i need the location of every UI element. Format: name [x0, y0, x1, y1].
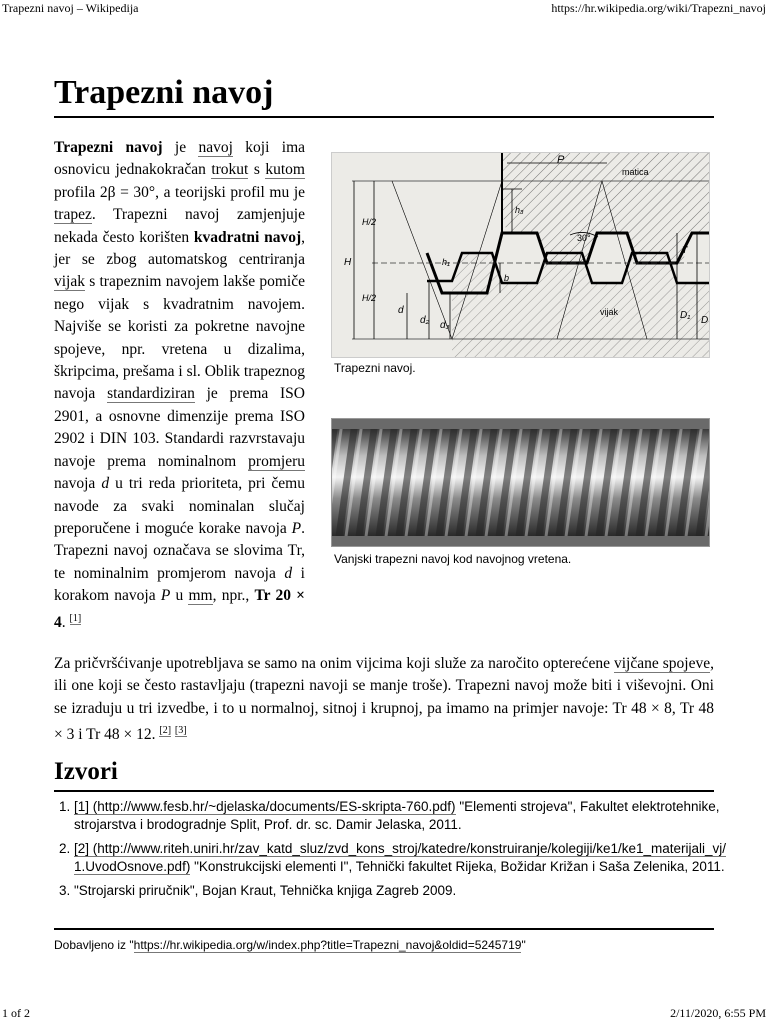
link-vijcane-spojeve[interactable]: vijčane spojeve: [614, 655, 711, 672]
label-h3: h₃: [515, 205, 524, 215]
reference-item: 1. [1] (http://www.fesb.hr/~djelaska/documents/ES-skripta-760.pdf) "Elementi strojeva", Fakultet elektrotehnike, strojarstva i brodogradnje Split, Prof. dr. sc. Damir Jelaska, 2011.: [74, 798, 734, 834]
figure2-caption: Vanjski trapezni navoj kod navojnog vretena.: [334, 552, 572, 566]
label-matica: matica: [622, 167, 649, 177]
label-H-half-bottom: H/2: [362, 293, 377, 303]
screw-photo-svg: [332, 419, 709, 546]
label-d: d: [398, 305, 404, 316]
print-datetime: 2/11/2020, 6:55 PM: [670, 1006, 766, 1020]
sources-heading: Izvori: [54, 758, 714, 792]
label-T: T: [682, 245, 688, 255]
figure1-caption: Trapezni navoj.: [334, 361, 416, 375]
thread-diagram-svg: [332, 153, 709, 357]
link-trokut[interactable]: trokut: [211, 161, 249, 179]
link-mm[interactable]: mm: [188, 587, 213, 605]
link-kutom[interactable]: kutom: [265, 161, 305, 179]
lead-bold-term: Trapezni navoj: [54, 139, 163, 156]
label-D1: D₁: [680, 310, 691, 321]
ref-link-3[interactable]: [3]: [174, 725, 187, 737]
retrieved-from: Dobavljeno iz "https://hr.wikipedia.org/w/index.php?title=Trapezni_navoj&oldid=5245719": [54, 938, 526, 952]
trapezoid-thread-diagram: [331, 152, 710, 358]
ref-link-1[interactable]: [1]: [69, 612, 82, 624]
page-title: Trapezni navoj: [54, 74, 714, 118]
bold-tr-example: Tr 20 × 4: [54, 587, 306, 631]
link-trapez[interactable]: trapez: [54, 206, 92, 224]
label-H: H: [344, 257, 352, 268]
link-promjeru[interactable]: promjeru: [248, 452, 305, 470]
label-d3: d₃: [440, 320, 450, 331]
ref-link-2[interactable]: [2]: [159, 725, 172, 737]
body-paragraph: Za pričvršćivanje upotrebljava se samo na onim vijcima koji služe za naročito opterećene vijčane spojeve, ili one koji se često rastavljaju (trapezni navoji se manje troše). Trapezni navoj može biti i viševojni. Oni se izraduju u tri izvedbe, i to u normalnoj, sitnoj i krupnoj, pa imamo na primjer navoje: Tr 48 × 8, Tr 48 × 3 i Tr 48 × 12. [2] [3]: [54, 655, 714, 744]
link-navoj[interactable]: navoj: [198, 139, 233, 156]
label-angle: 30°: [577, 233, 591, 243]
reference-link-1[interactable]: [1] (http://www.fesb.hr/~djelaska/documents/ES-skripta-760.pdf): [74, 799, 456, 814]
reference-item: 2. [2] (http://www.riteh.uniri.hr/zav_katd_sluz/zvd_kons_stroj/katedre/konstruiranje/kolegiji/ke1/ke1_materijali_vj/1.UvodOsnove.pdf) "Konstrukcijski elementi I", Tehnički fakultet Rijeka, Božidar Križan i Saša Zelenika, 2011.: [74, 840, 734, 876]
reference-item: 3. "Strojarski priručnik", Bojan Kraut, Tehnička knjiga Zagreb 2009.: [74, 882, 734, 900]
lead-paragraph: Trapezni navoj je navoj koji ima osnovicu jednakokračan trokut s kutom profila 2β = 30°, a teorijski profil mu je trapez. Trapezni navoj zamjenjuje nekada često korišten kvadratni navoj, jer se zbog automatskog centriranja vijak s trapeznim navojem lakše pomiče nego vijak s kvadratnim navojem. Najviše se koristi za pokretne navojne spojeve, npr. vretena u dizalima, škripcima, prešama i sl. Oblik trapeznog navoja standardiziran je prema ISO 2901, a osnovne dimenzije prema ISO 2902 i DIN 103. Standardi razvrstavaju navoje prema nominalnom promjeru navoja d u tri reda prioriteta, pri čemu navode za svaki nominalan slučaj preporučene i moguće korake navoja P. Trapezni navoj označava se slovima Tr, te nominalnim promjerom navoja d i korakom navoja P u mm, npr., Tr 20 × 4. [1]: [54, 139, 306, 631]
print-page-number: 1 of 2: [2, 1006, 30, 1020]
reference-link-2[interactable]: [2] (http://www.riteh.uniri.hr/zav_katd_sluz/zvd_kons_stroj/katedre/konstruiranje/kolegiji/ke1/ke1_materijali_vj/1.UvodOsnove.pdf): [74, 841, 727, 874]
print-header: [0, 0, 768, 18]
screw-photo: [331, 418, 710, 547]
label-b: b: [504, 273, 510, 283]
references-list: [54, 798, 734, 906]
label-d2: d₂: [420, 315, 430, 326]
permanent-link[interactable]: https://hr.wikipedia.org/w/index.php?title=Trapezni_navoj&oldid=5245719: [133, 938, 522, 952]
print-page-url: https://hr.wikipedia.org/wiki/Trapezni_navoj: [551, 1, 766, 15]
footer-divider: [54, 928, 714, 930]
label-h1: h₁: [442, 257, 450, 267]
bold-kvadratni-navoj: kvadratni navoj: [193, 228, 302, 246]
label-P: P: [557, 154, 565, 166]
print-footer: [0, 1006, 768, 1024]
label-vijak: vijak: [600, 307, 619, 317]
label-H-half-top: H/2: [362, 217, 377, 227]
label-D: D: [701, 315, 709, 326]
link-vijak[interactable]: vijak: [54, 273, 85, 291]
print-page-title: Trapezni navoj – Wikipedija: [2, 1, 139, 15]
link-standardiziran[interactable]: standardiziran: [107, 385, 195, 403]
